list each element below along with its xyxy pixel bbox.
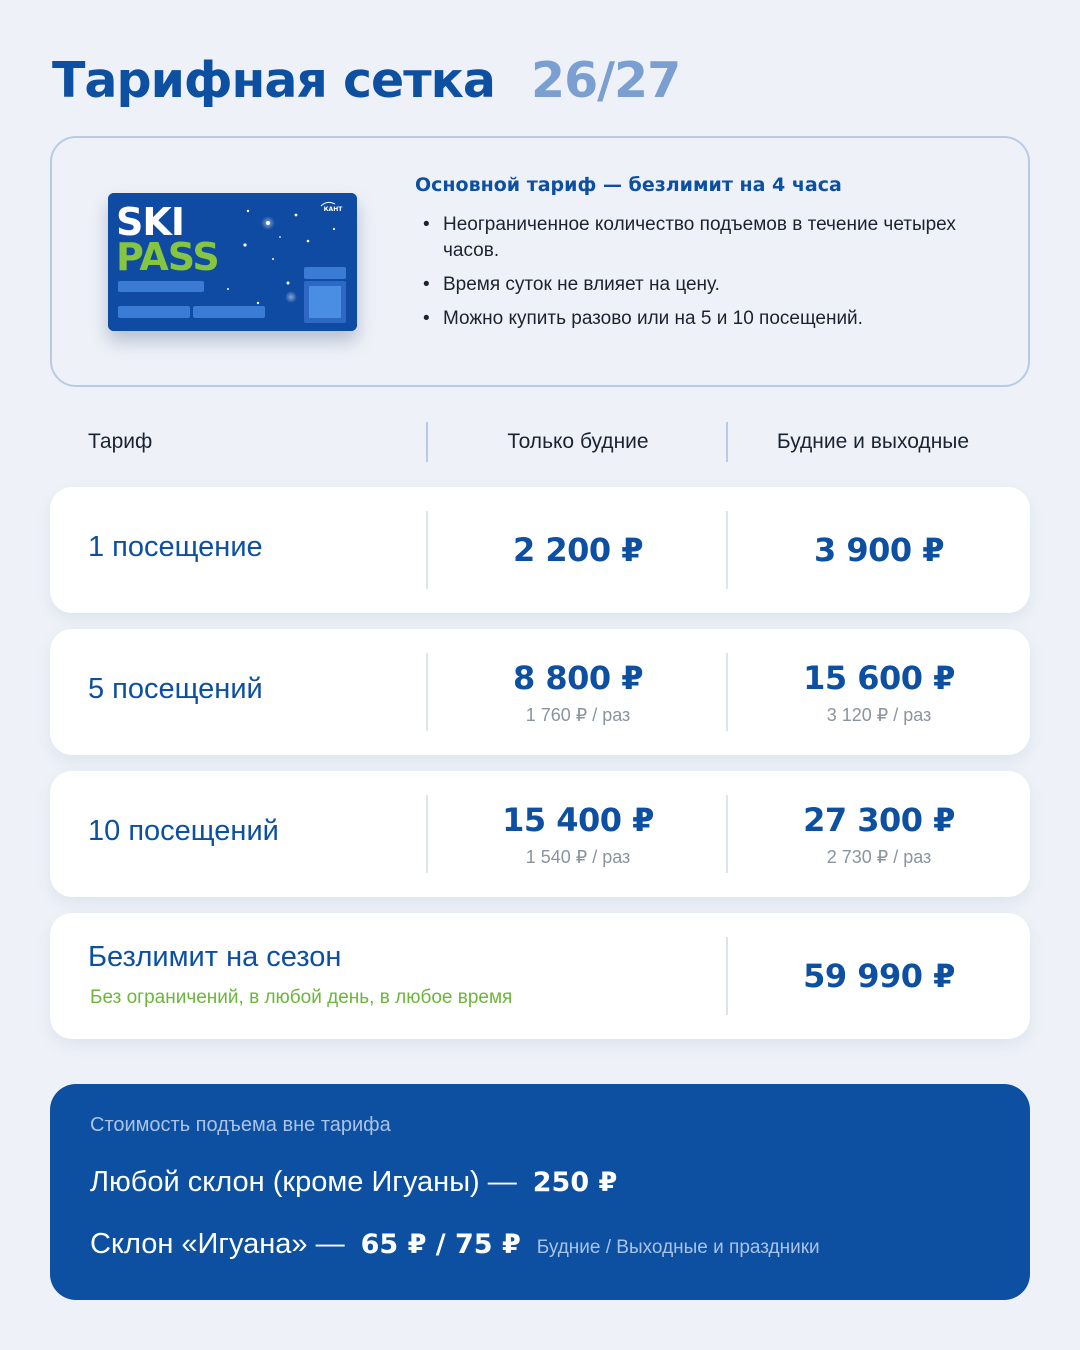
cell-all-days: [728, 771, 1030, 897]
row-label: 5 посещений: [88, 673, 263, 705]
extra-line-iguana: [90, 1228, 820, 1261]
info-heading: Основной тариф — безлимит на 4 часа: [415, 174, 842, 196]
price-per-visit: 3 120 ₽ / раз: [826, 704, 932, 725]
column-header-all-days: Будние и выходные: [776, 430, 970, 453]
cell-weekdays: [428, 487, 728, 613]
extra-caption: Стоимость подъема вне тарифа: [90, 1114, 391, 1136]
info-bullet: • Время суток не влияет на цену.: [415, 272, 1005, 298]
card-logo-ski: SKI: [116, 200, 184, 244]
price-per-visit: 1 760 ₽ / раз: [525, 704, 631, 725]
title-season: 26/27: [530, 52, 681, 109]
any-slope-label: Любой склон (кроме Игуаны) —: [90, 1166, 517, 1198]
price-all-days: 3 900 ₽: [813, 531, 945, 569]
cell-all-days: [728, 487, 1030, 613]
cell-all-days: [728, 629, 1030, 755]
tariff-row-1-visit: [50, 487, 1030, 613]
any-slope-price: 250 ₽: [532, 1167, 618, 1198]
cell-weekdays: [428, 771, 728, 897]
card-logo-pass: PASS: [116, 235, 219, 279]
row-label: 10 посещений: [88, 815, 279, 847]
price-per-visit: 2 730 ₽ / раз: [826, 846, 932, 867]
season-pass-subtitle: Без ограничений, в любой день, в любое время: [90, 987, 513, 1008]
info-bullet-list: [415, 212, 1005, 332]
season-pass-price: 59 990 ₽: [803, 957, 955, 995]
extra-lift-prices: [50, 1084, 1030, 1300]
row-label: 1 посещение: [88, 531, 263, 563]
price-all-days: 27 300 ₽: [803, 800, 955, 839]
price-weekdays: 2 200 ₽: [512, 531, 644, 569]
info-bullet: • Неограниченное количество подъемов в течение четырех часов.: [415, 212, 1005, 264]
price-weekdays: 8 800 ₽: [512, 658, 644, 697]
tariff-row-10-visits: [50, 771, 1030, 897]
tariff-row-5-visits: [50, 629, 1030, 755]
title-main: Тарифная сетка: [52, 52, 495, 109]
season-pass-label: Безлимит на сезон: [88, 941, 342, 973]
page-title: [52, 52, 680, 112]
cell-season-price: [728, 913, 1030, 1039]
iguana-slope-note: Будние / Выходные и праздники: [536, 1237, 820, 1258]
info-card: [50, 136, 1030, 387]
price-weekdays: 15 400 ₽: [502, 800, 654, 839]
iguana-slope-price: 65 ₽ / 75 ₽: [360, 1229, 521, 1260]
column-header-weekdays: Только будние: [507, 430, 649, 453]
price-all-days: 15 600 ₽: [803, 658, 955, 697]
tariff-row-season-pass: [50, 913, 1030, 1039]
card-brand-text: КАНТ: [323, 206, 343, 213]
iguana-slope-label: Склон «Игуана» —: [90, 1228, 345, 1260]
price-per-visit: 1 540 ₽ / раз: [525, 846, 631, 867]
column-header-tariff: Тариф: [88, 430, 153, 453]
extra-line-any-slope: [90, 1166, 617, 1199]
cell-weekdays: [428, 629, 728, 755]
skipass-card-illustration: [108, 193, 357, 331]
info-bullet: • Можно купить разово или на 5 и 10 посещений.: [415, 306, 1005, 332]
